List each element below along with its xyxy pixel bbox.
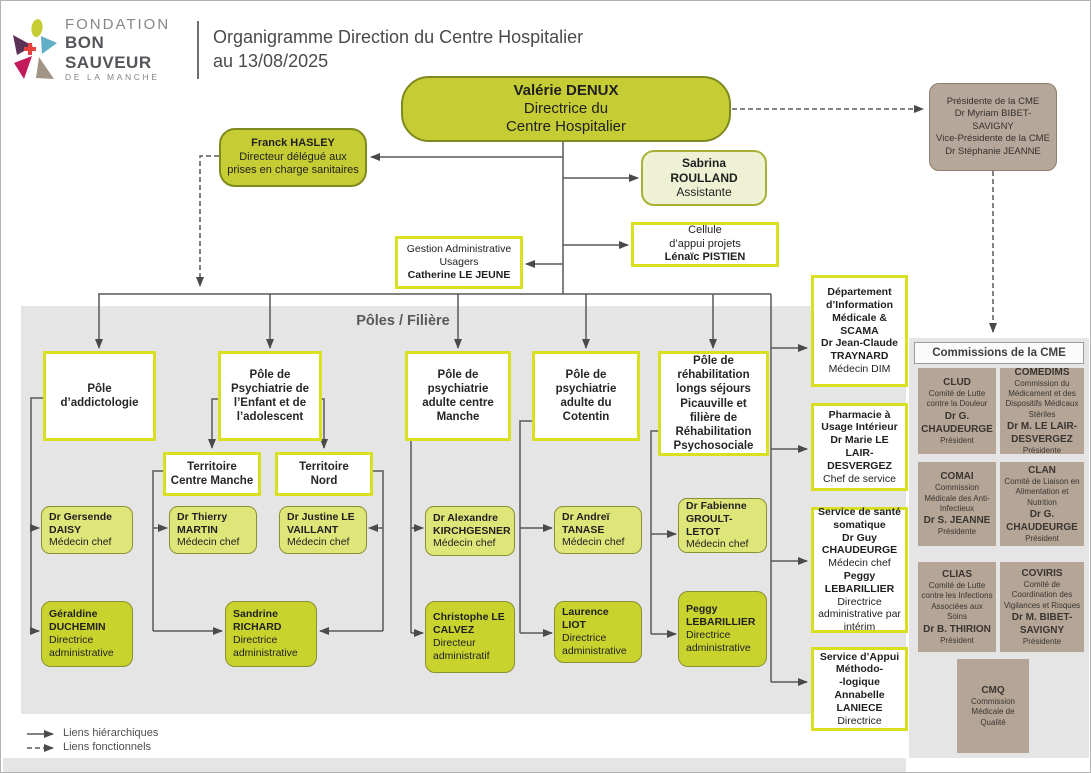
- page-title-line2: au 13/08/2025: [213, 51, 329, 72]
- box-commission-clan: CLAN Comité de Liaison en Alimentation et Nutrition Dr G. CHAUDEURGE Président: [1000, 462, 1084, 546]
- box-medecin-kirchgesner: Dr Alexandre KIRCHGESNER Médecin chef: [425, 506, 515, 556]
- logo: [11, 17, 196, 83]
- legend-functional-label: Liens fonctionnels: [63, 741, 152, 753]
- commissions-title: Commissions de la CME: [914, 342, 1084, 364]
- box-territoire-nord: Territoire Nord: [275, 452, 373, 496]
- box-directrice-lebarillier: Peggy LEBARILLIER Directrice administrative: [678, 591, 767, 667]
- box-commission-comai: COMAI Commission Médicale des Anti-Infectieux Dr S. JEANNE Présidente: [918, 462, 996, 546]
- box-pole-rehabilitation: Pôle de réhabilitation longs séjours Picauville et filière de Réhabilitation Psychosociale: [658, 351, 769, 456]
- box-commission-coviris: COVIRIS Comité de Coordination des Vigilances et Risques Dr M. BIBET-SAVIGNY Présidente: [1000, 562, 1084, 652]
- box-directrice-liot: Laurence LIOT Directrice administrative: [554, 601, 642, 663]
- box-medecin-martin: Dr Thierry MARTIN Médecin chef: [169, 506, 257, 554]
- poles-section-title: Pôles / Filière: [356, 313, 450, 329]
- logo-line-manche: DE LA MANCHE: [64, 72, 160, 83]
- box-service-appui-methodologique: Service d’Appui Méthodo- -logique Annabelle LANIECE Directrice: [811, 647, 908, 731]
- box-commission-comedims: COMEDIMS Commission du Médicament et des Dispositifs Médicaux Stériles Dr M. LE LAIR-DESVERGEZ Présidente: [1000, 368, 1084, 454]
- box-cellule-projets: Cellule d’appui projets Lénaïc PISTIEN: [631, 222, 779, 267]
- box-gestion-usagers: Gestion Administrative Usagers Catherine LE JEUNE: [395, 236, 523, 289]
- box-directrice-duchemin: Géraldine DUCHEMIN Directrice administrative: [41, 601, 133, 667]
- fondation-pinwheel-icon: [11, 19, 59, 81]
- box-medecin-groult-letot: Dr Fabienne GROULT-LETOT Médecin chef: [678, 498, 767, 553]
- box-pole-psy-enfant: Pôle de Psychiatrie de l’Enfant et de l’adolescent: [218, 351, 322, 441]
- bottom-gray-strip: [3, 758, 906, 772]
- box-commission-cmq: CMQ Commission Médicale de Qualité: [957, 659, 1029, 753]
- box-directeur-lecalvez: Christophe LE CALVEZ Directeur administratif: [425, 601, 515, 673]
- box-pole-addictologie: Pôle d’addictologie: [43, 351, 156, 441]
- box-service-pharmacie: Pharmacie à Usage Intérieur Dr Marie LE LAIR-DESVERGEZ Chef de service: [811, 403, 908, 491]
- header-divider: [197, 21, 199, 79]
- box-presidente-cme: Présidente de la CME Dr Myriam BIBET-SAVIGNY Vice-Présidente de la CME Dr Stéphanie JEANNE: [929, 83, 1057, 171]
- box-territoire-centre-manche: Territoire Centre Manche: [163, 452, 261, 496]
- logo-line-fondation: FONDATION: [64, 15, 171, 33]
- box-pole-adulte-centre-manche: Pôle de psychiatrie adulte centre Manche: [405, 351, 511, 441]
- box-directeur-delegue: Franck HASLEY Directeur délégué aux prises en charge sanitaires: [219, 128, 367, 187]
- logo-line-bon-sauveur: BON SAUVEUR: [64, 33, 152, 72]
- box-assistante: Sabrina ROULLAND Assistante: [641, 150, 767, 206]
- box-service-dim: Département d’Information Médicale & SCAMA Dr Jean-Claude TRAYNARD Médecin DIM: [811, 275, 908, 387]
- box-commission-clias: CLIAS Comité de Lutte contre les Infections Associées aux Soins Dr B. THIRION Président: [918, 562, 996, 652]
- page-title: [213, 25, 853, 74]
- box-pole-adulte-cotentin: Pôle de psychiatrie adulte du Cotentin: [532, 351, 640, 441]
- page-title-line1: Organigramme Direction du Centre Hospitalier: [213, 27, 584, 47]
- box-directrice: Valérie DENUX Directrice du Centre Hospitalier: [401, 76, 731, 142]
- legend-hierarchical-label: Liens hiérarchiques: [63, 727, 159, 739]
- box-medecin-levaillant: Dr Justine LE VAILLANT Médecin chef: [279, 506, 367, 554]
- box-directrice-richard: Sandrine RICHARD Directrice administrative: [225, 601, 317, 667]
- box-medecin-tanase: Dr Andreï TANASE Médecin chef: [554, 506, 642, 554]
- box-medecin-daisy: Dr Gersende DAISY Médecin chef: [41, 506, 133, 554]
- box-commission-clud: CLUD Comité de Lutte contre la Douleur Dr G. CHAUDEURGE Président: [918, 368, 996, 454]
- box-service-sante-somatique: Service de santé somatique Dr Guy CHAUDEURGE Médecin chef Peggy LEBARILLIER Directrice administrative par intérim: [811, 507, 908, 633]
